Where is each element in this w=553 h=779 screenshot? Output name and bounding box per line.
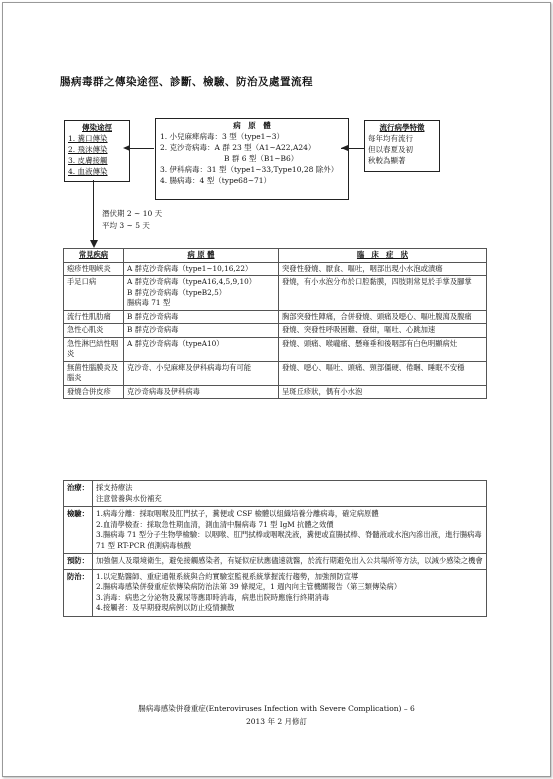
- page-title: 腸病毒群之傳染途徑、診斷、檢驗、防治及處置流程: [60, 76, 313, 88]
- table-header-row: [64, 249, 487, 263]
- transmission-box: [64, 120, 130, 182]
- connector-line: [130, 148, 154, 149]
- disease-table: [63, 248, 487, 399]
- incubation-line: 平均 3 ~ 5 天: [102, 221, 150, 230]
- epidemic-item: 但以春夏及初: [368, 145, 413, 154]
- symptoms-cell: 突發性發燒、厭食、嘔吐，咽部出現小水泡或潰瘍: [279, 262, 487, 276]
- disease-cell: 流行性肌肋痛: [64, 310, 124, 324]
- control-line: 3.消毒：病患之分泌物及糞尿等應即時消毒，病患出院時應施行終期消毒: [96, 592, 330, 602]
- pathogen-cell: A 群克沙奇病毒（typeA16,4,5,9,10） B 群克沙奇病毒（typeB2,5） 腸病毒 71 型: [124, 276, 279, 311]
- incubation-line: 潛伏期 2 ~ 10 天: [102, 209, 163, 218]
- column-header: 常見疾病: [64, 249, 124, 263]
- epidemic-box: [364, 120, 440, 172]
- transmission-item: 4. 血液傳染: [68, 167, 108, 176]
- pathogen-cell: A 群克沙奇病毒（typeA10）: [124, 337, 279, 361]
- table-row: [64, 337, 487, 361]
- pathogen-box: [155, 118, 349, 200]
- transmission-item: 2. 飛沫傳染: [68, 145, 108, 154]
- test-content: [93, 507, 487, 554]
- transmission-item: 1. 糞口傳染: [68, 134, 108, 143]
- footer-title: 腸病毒感染併發重症(Enteroviruses Infection with Severe Complication) – 6: [138, 704, 415, 713]
- pathogen-cell: A 群克沙奇病毒（type1~10,16,22）: [124, 262, 279, 276]
- column-header: 臨 床 症 狀: [279, 249, 487, 263]
- epidemic-item: 秋較為顯著: [368, 156, 406, 165]
- test-line: 1.病毒分離：採取咽喉及肛門拭子，糞便或 CSF 檢體以組織培養分離病毒，確定病原體: [96, 509, 379, 518]
- prevention-key: 預防：: [64, 554, 93, 570]
- transmission-header: 傳染途徑: [82, 123, 112, 132]
- pathogen-cell: 克沙奇、小兒麻痺及伊科病毒均有可能: [124, 361, 279, 385]
- table-row: [64, 554, 487, 570]
- symptoms-cell: 發燒、噁心、嘔吐、頭痛、頸部僵硬、倦睏、睡眠不安穩: [279, 361, 487, 385]
- pathogen-cell: B 群克沙奇病毒: [124, 324, 279, 338]
- treatment-line: 注意營養與水份補充: [96, 493, 162, 503]
- table-row: [64, 276, 487, 311]
- treatment-content: [93, 481, 487, 507]
- table-row: [64, 385, 487, 399]
- pathogen-item: 2. 克沙奇病毒：A 群 23 型（A1~A22,A24）: [160, 143, 316, 152]
- treatment-key: 治療：: [64, 481, 93, 507]
- pathogen-cell: B 群克沙奇病毒: [124, 310, 279, 324]
- epidemic-header: 流行病學特徵: [379, 123, 425, 132]
- disease-cell: 無菌性腦膜炎及腦炎: [64, 361, 124, 385]
- arrow-left-icon: [341, 145, 348, 151]
- test-key: 檢驗：: [64, 507, 93, 554]
- table-row: [64, 569, 487, 616]
- column-header: 病 原 體: [124, 249, 279, 263]
- table-row: [64, 310, 487, 324]
- symptoms-cell: 發燒，有小水泡分布於口腔黏膜，四肢則常見於手掌及腳掌: [279, 276, 487, 311]
- disease-cell: 急性淋巴結性咽炎: [64, 337, 124, 361]
- control-key: 防治：: [64, 569, 93, 616]
- table-row: [64, 361, 487, 385]
- disease-cell: 發燒合併皮疹: [64, 385, 124, 399]
- symptoms-cell: 發燒、突發性呼吸困難、發紺，嘔吐、心跳加速: [279, 324, 487, 338]
- arrow-left-icon: [123, 145, 130, 151]
- connector-line: [93, 180, 94, 240]
- symptoms-cell: 發燒、頭痛、喉嚨痛、懸雍垂和後咽部有白色明顯病灶: [279, 337, 487, 361]
- pathogen-item: 4. 腸病毒：4 型（type68~71）: [160, 176, 272, 185]
- pathogen-cell: 克沙奇病毒及伊科病毒: [124, 385, 279, 399]
- footer-date: 2013 年 2 月修訂: [245, 717, 307, 726]
- incubation-note: [102, 208, 162, 232]
- transmission-item: 3. 皮膚接觸: [68, 156, 108, 165]
- prevention-line: 加強個人及環境衛生，避免接觸感染者，有疑似症狀應儘速就醫，於流行期避免出入公共場所等方法，以減少感染之機會: [96, 556, 483, 565]
- control-line: 1.以定點醫師、重症通報系統與合約實驗室監視系統掌握流行趨勢，加強預防宣導: [96, 571, 359, 581]
- treatment-table: [63, 480, 487, 617]
- symptoms-cell: 胸部突發性陣痛，合併發燒、頭痛及噁心、嘔吐腹瀉及腹痛: [279, 310, 487, 324]
- disease-cell: 急性心肌炎: [64, 324, 124, 338]
- disease-cell: 手足口病: [64, 276, 124, 311]
- pathogen-item: 1. 小兒麻痺病毒：3 型（type1~3）: [160, 132, 285, 141]
- control-line: 2.腸病毒感染併發重症依傳染病防治法第 39 條規定，1 週內向主管機關報告（第三類傳染病）: [96, 582, 402, 591]
- test-line: 2.血清學檢查：採取急性期血清，測血清中腸病毒 71 型 IgM 抗體之效價: [96, 519, 334, 529]
- pathogen-item: B 群 6 型（B1~B6）: [224, 154, 299, 163]
- epidemic-item: 每年均有流行: [368, 134, 413, 143]
- table-row: [64, 507, 487, 554]
- table-row: [64, 262, 487, 276]
- table-row: [64, 324, 487, 338]
- pathogen-item: 3. 伊科病毒：31 型（type1~33,Type10,28 除外）: [160, 165, 339, 174]
- treatment-line: 採支持療法: [96, 483, 133, 492]
- control-content: [93, 569, 487, 616]
- test-line: 3.腸病毒 71 型分子生物學檢驗：以咽喉、肛門拭棒或咽喉洗液，糞便或直腸拭棒、脊髓液或水泡內滲出液，進行腸病毒 71 型 RT-PCR 偵測病毒核酸: [96, 530, 482, 550]
- arrow-down-icon: [90, 240, 98, 248]
- prevention-content: [93, 554, 487, 570]
- symptoms-cell: 呈斑丘疹狀，偶有小水泡: [279, 385, 487, 399]
- pathogen-header: 病 原 體: [233, 121, 271, 130]
- control-line: 4.接觸者：及早期發現病例以防止疫情擴散: [96, 603, 235, 612]
- disease-cell: 疱疹性咽峽炎: [64, 262, 124, 276]
- table-row: [64, 481, 487, 507]
